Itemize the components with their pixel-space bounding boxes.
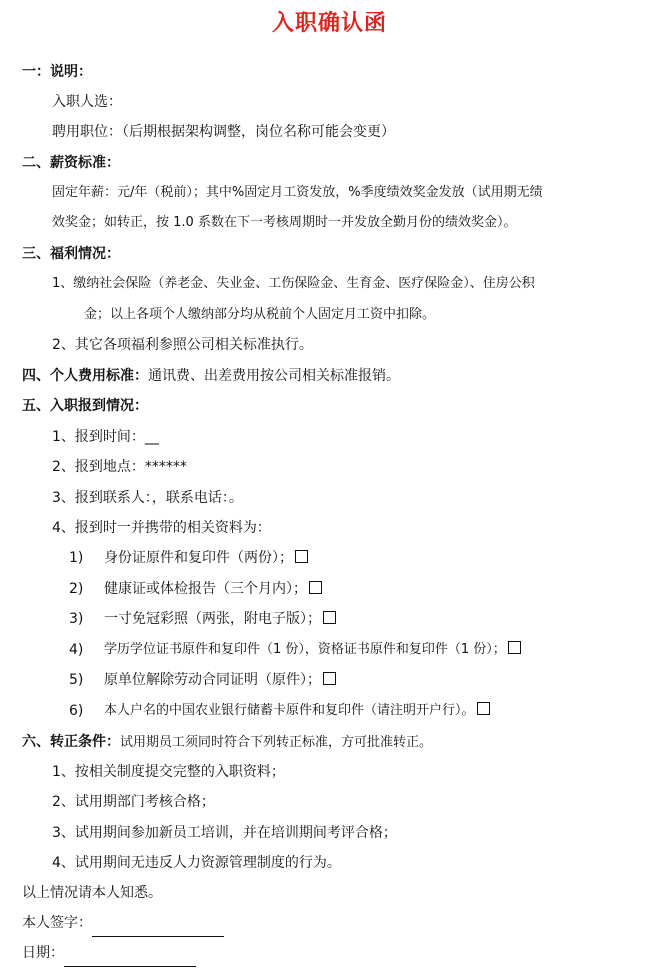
salary-line-1: 固定年薪：元/年（税前）；其中%固定月工资发放，%季度绩效奖金发放（试用期无绩 [52, 185, 543, 200]
candidate-label: 入职人选： [52, 94, 122, 110]
date-row [22, 943, 196, 967]
material-item-row [104, 701, 490, 721]
date-line[interactable] [64, 946, 196, 967]
material-item [0, 609, 659, 629]
section-6 [22, 732, 432, 753]
signature-row [22, 913, 224, 937]
material-item [0, 548, 659, 568]
material-checkbox[interactable] [323, 672, 336, 685]
section-4 [22, 366, 400, 386]
material-number: 4) [69, 642, 84, 658]
probation-condition: 2、试用期部门考核合格； [52, 794, 215, 810]
signature-label: 本人签字： [22, 915, 92, 931]
material-number: 2) [69, 581, 84, 597]
material-number: 6) [69, 703, 84, 719]
material-checkbox[interactable] [477, 702, 490, 715]
material-number: 5) [69, 672, 84, 688]
material-item-row [104, 670, 336, 690]
material-item [0, 670, 659, 690]
benefit-item-1-line-1: 1、缴纳社会保险（养老金、失业金、工伤保险金、生育金、医疗保险金）、住房公积 [52, 276, 535, 291]
date-label: 日期： [22, 945, 64, 961]
material-text: 一寸免冠彩照（两张，附电子版）； [104, 611, 321, 627]
material-number: 1) [69, 550, 84, 566]
report-contact: 3、报到联系人：，联系电话：。 [52, 490, 243, 506]
material-checkbox[interactable] [508, 641, 521, 654]
material-item-row [104, 609, 336, 629]
material-text: 本人户名的中国农业银行储蓄卡原件和复印件（请注明开户行）。 [104, 703, 475, 718]
material-text: 健康证或体检报告（三个月内）； [104, 581, 307, 597]
section-6-heading: 六、转正条件： [22, 734, 120, 750]
section-4-heading: 四、个人费用标准： [22, 368, 148, 384]
closing-note: 以上情况请本人知悉。 [22, 885, 162, 901]
material-item-row [104, 548, 308, 568]
benefit-item-1-line-2: 金；以上各项个人缴纳部分均从税前个人固定月工资中扣除。 [84, 307, 436, 322]
probation-intro: 试用期员工须同时符合下列转正标准，方可批准转正。 [120, 735, 433, 750]
report-time: 1、报到时间：__ [52, 429, 159, 445]
materials-intro: 4、报到时一并携带的相关资料为： [52, 520, 271, 536]
material-item [0, 701, 659, 721]
position-label: 聘用职位：（后期根据架构调整，岗位名称可能会变更） [52, 124, 395, 140]
material-item-row [104, 640, 521, 660]
probation-condition: 3、试用期间参加新员工培训，并在培训期间考评合格； [52, 825, 397, 841]
expense-standard-text: 通讯费、出差费用按公司相关标准报销。 [148, 368, 400, 384]
salary-line-2: 效奖金；如转正，按 1.0 系数在下一考核周期时一并发放全勤月份的绩效奖金）。 [52, 215, 517, 230]
section-2-heading: 二、薪资标准： [22, 155, 120, 171]
material-item-row [104, 579, 322, 599]
section-5-heading: 五、入职报到情况： [22, 398, 148, 414]
signature-line[interactable] [92, 916, 224, 937]
material-text: 身份证原件和复印件（两份）； [104, 550, 293, 566]
material-item [0, 640, 659, 660]
material-checkbox[interactable] [295, 550, 308, 563]
material-checkbox[interactable] [323, 611, 336, 624]
benefit-item-2: 2、其它各项福利参照公司相关标准执行。 [52, 337, 313, 353]
material-text: 原单位解除劳动合同证明（原件）； [104, 672, 321, 688]
material-item [0, 579, 659, 599]
probation-condition: 4、试用期间无违反人力资源管理制度的行为。 [52, 855, 341, 871]
document-title: 入职确认函 [271, 10, 387, 36]
probation-condition: 1、按相关制度提交完整的入职资料； [52, 764, 285, 780]
section-1-heading: 一：说明： [22, 64, 92, 80]
material-number: 3) [69, 611, 84, 627]
material-text: 学历学位证书原件和复印件（1 份），资格证书原件和复印件（1 份）； [104, 642, 506, 657]
report-place: 2、报到地点：****** [52, 459, 187, 475]
material-checkbox[interactable] [309, 581, 322, 594]
section-3-heading: 三、福利情况： [22, 246, 120, 262]
